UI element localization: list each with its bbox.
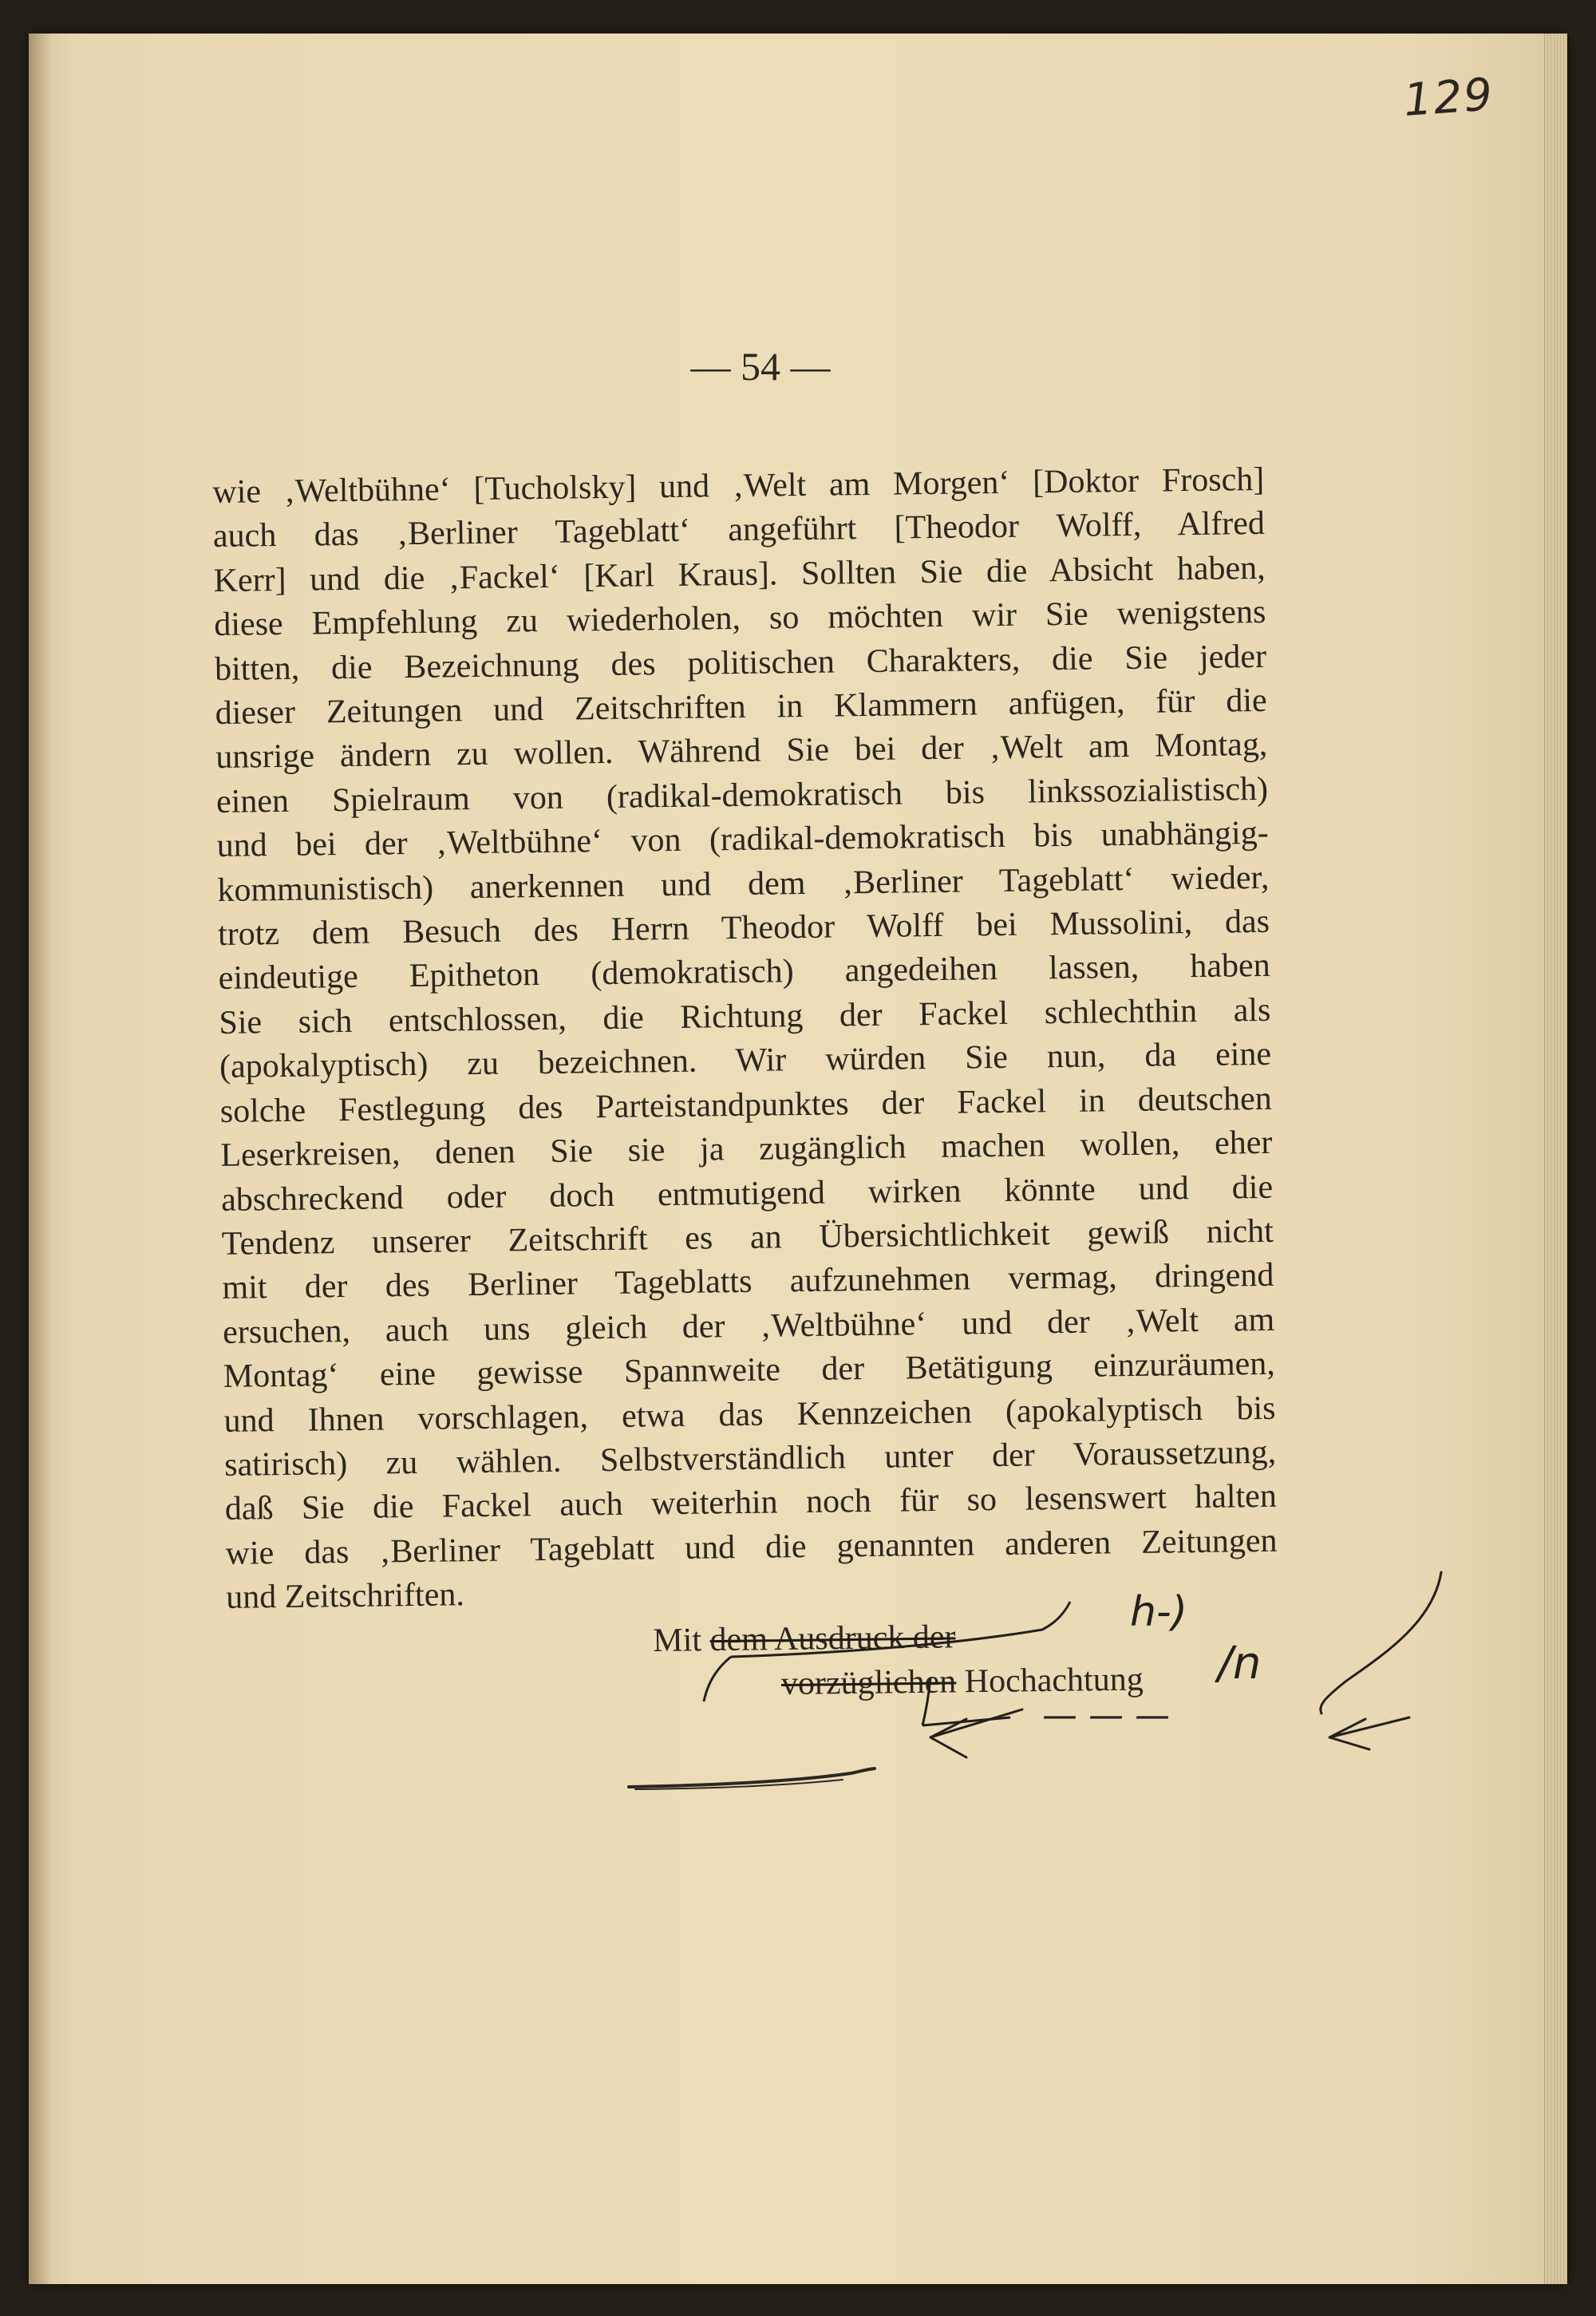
handwritten-mark: h-) — [1130, 1588, 1188, 1636]
text-line: dieser Zeitungen und Zeitschriften in Klammern anfügen, für die — [215, 682, 1267, 733]
text-line: Sie sich entschlossen, die Richtung der Fackel schlechthin als — [219, 991, 1271, 1041]
text-line: ersuchen, auch uns gleich der ‚Weltbühne‘ und der ‚Welt am — [222, 1301, 1275, 1351]
text-line: auch das ‚Berliner Tageblatt‘ angeführt [Theodor Wolff, Alfred — [212, 505, 1266, 555]
text-line: kommunistisch) anerkennen und dem ‚Berliner Tageblatt‘ wieder, — [217, 859, 1270, 909]
text-line: wie ‚Weltbühne‘ [Tucholsky] und ‚Welt am Morgen‘ [Doktor Frosch] — [212, 460, 1265, 511]
closing-mit: Mit — [653, 1622, 702, 1659]
text-line: wie das ‚Berliner Tageblatt und die genannten anderen Zeitungen — [225, 1522, 1278, 1572]
signature-line — [635, 1780, 843, 1789]
handwritten-mark: /n — [1218, 1638, 1262, 1690]
closing-hochachtung: Hochachtung — [964, 1661, 1144, 1701]
handwritten-dashes: — — — — [1042, 1695, 1170, 1736]
struck-word: vorzüglichen — [780, 1663, 957, 1703]
text-line: eindeutige Epitheton (demokratisch) angedeihen lassen, haben — [218, 947, 1270, 998]
page-edge-stack — [1544, 34, 1567, 2284]
text-line: diese Empfehlung zu wiederholen, so möchten wir Sie wenigstens — [214, 594, 1266, 644]
closing-formula — [653, 1613, 1144, 1708]
text-line: abschreckend oder doch entmutigend wirken könnte und die — [220, 1168, 1274, 1219]
text-line: bitten, die Bezeichnung des politischen Charakters, die Sie jeder — [214, 638, 1267, 688]
signature-line — [629, 1769, 875, 1787]
text-line: einen Spielraum von (radikal-demokratisch bis linkssozialistisch) — [215, 770, 1269, 820]
text-line: satirisch) zu wählen. Selbstverständlich unter der Voraussetzung, — [223, 1433, 1277, 1484]
text-line: und Zeitschriften. — [225, 1576, 465, 1617]
text-line: Montag‘ eine gewisse Spannweite der Betätigung einzuräumen, — [223, 1345, 1276, 1396]
text-line: solche Festlegung des Parteistandpunktes der Fackel in deutschen — [219, 1080, 1272, 1130]
body-text — [212, 458, 1278, 1621]
text-line: (apokalyptisch) zu bezeichnen. Wir würden Sie nun, da eine — [219, 1036, 1272, 1086]
handwritten-folio-number: 129 — [1401, 69, 1496, 127]
closing-line-1 — [653, 1613, 1143, 1663]
text-line: mit der des Berliner Tageblatts aufzunehmen vermag, dringend — [222, 1257, 1274, 1307]
text-line: Leserkreisen, denen Sie sie ja zugänglich machen wollen, eher — [220, 1124, 1273, 1175]
text-line: und Ihnen vorschlagen, etwa das Kennzeichen (apokalyptisch bis — [223, 1389, 1276, 1440]
struck-phrase: dem Ausdruck der — [709, 1618, 956, 1659]
text-line: und bei der ‚Weltbühne‘ von (radikal-demokratisch bis unabhängig- — [216, 815, 1269, 865]
document-page — [29, 34, 1567, 2284]
text-line: unsrige ändern zu wollen. Während Sie bei der ‚Welt am Montag, — [215, 726, 1268, 777]
text-line: trotz dem Besuch des Herrn Theodor Wolff bei Mussolini, das — [217, 903, 1270, 954]
text-line: Tendenz unserer Zeitschrift es an Übersichtlichkeit gewiß nicht — [221, 1212, 1274, 1263]
arrow-left-icon — [1329, 1717, 1409, 1749]
arrow-left-icon — [930, 1709, 1022, 1757]
text-line: Kerr] und die ‚Fackel‘ [Karl Kraus]. Sollten Sie die Absicht haben, — [213, 549, 1266, 599]
text-line: daß Sie die Fackel auch weiterhin noch für so lesenswert halten — [224, 1478, 1278, 1528]
page-number: — 54 — — [690, 344, 831, 389]
curved-stroke — [1321, 1572, 1441, 1713]
